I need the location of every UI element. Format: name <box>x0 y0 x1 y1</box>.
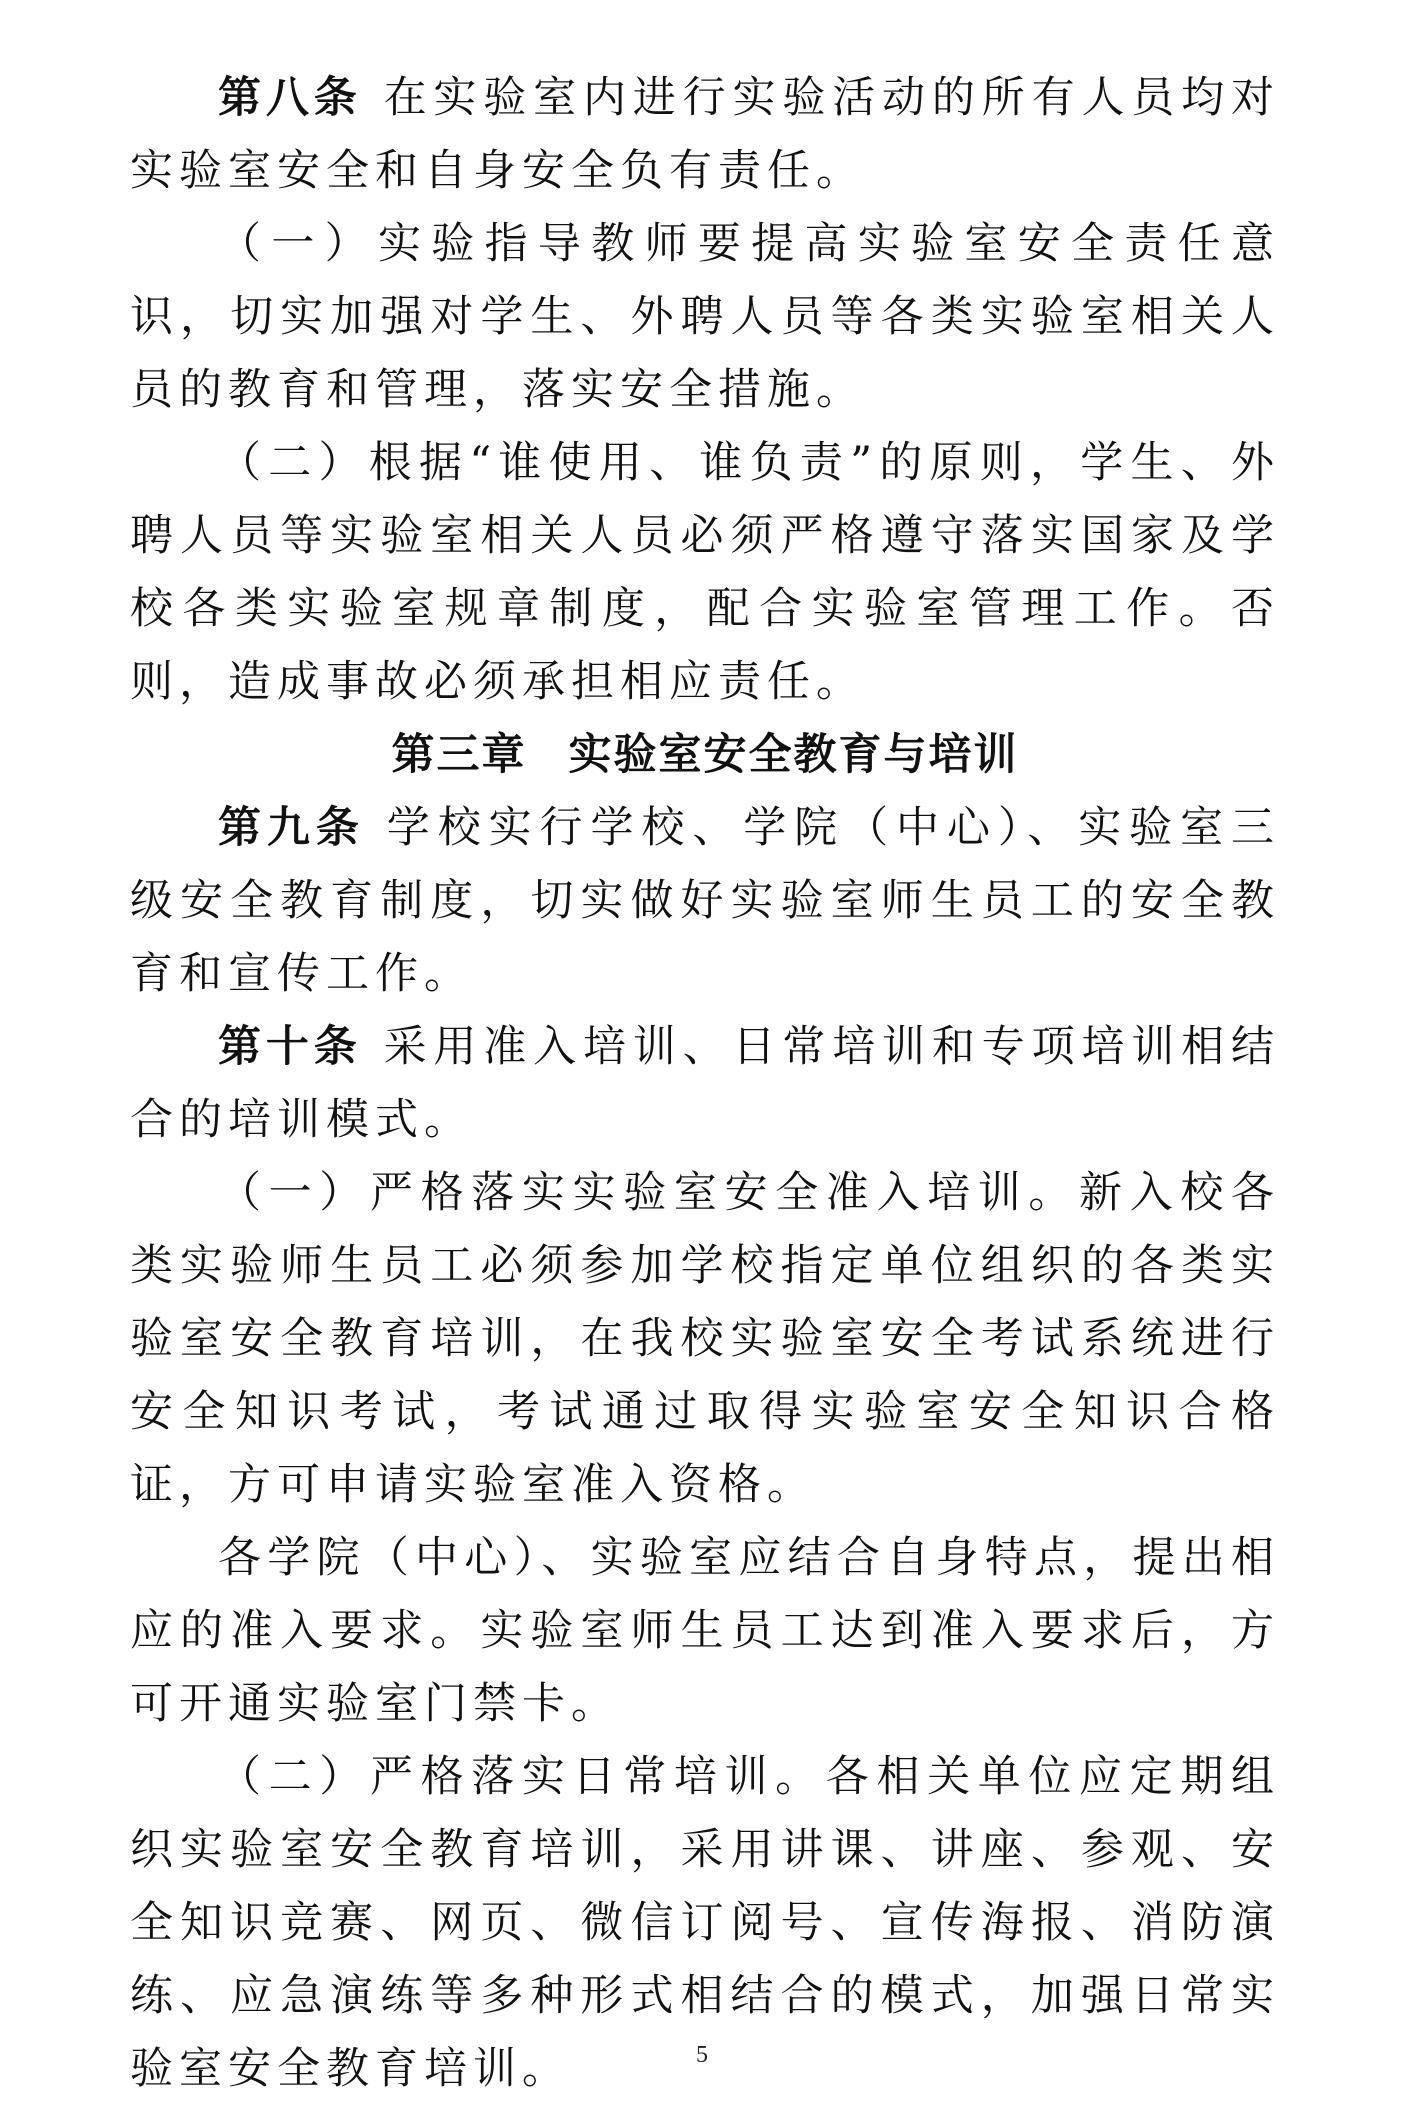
article-8-text: 在实验室内进行实验活动的所有人员均对实验室安全和自身安全负有责任。 <box>130 73 1281 196</box>
article-9-text: 学校实行学校、学院（中心）、实验室三级安全教育制度，切实做好实验室师生员工的安全教育和宣传工作。 <box>130 803 1281 999</box>
article-9-label: 第九条 <box>218 803 365 853</box>
article-9-paragraph <box>130 792 1280 1011</box>
article-10-paragraph <box>130 1011 1280 1157</box>
article-8-label: 第八条 <box>218 73 362 123</box>
article-10-item-2: （二）严格落实日常培训。各相关单位应定期组织实验室安全教育培训，采用讲课、讲座、参观、安全知识竞赛、网页、微信订阅号、宣传海报、消防演练、应急演练等多种形式相结合的模式，加强日常实验室安全教育培训。 <box>130 1752 1280 2094</box>
page-number: 5 <box>696 2042 708 2068</box>
page-body <box>130 62 1280 2106</box>
article-8-item-1: （一）实验指导教师要提高实验室安全责任意识，切实加强对学生、外聘人员等各类实验室相关人员的教育和管理，落实安全措施。 <box>130 219 1280 415</box>
chapter-3-number: 第三章 <box>391 730 527 780</box>
chapter-3-heading <box>130 719 1280 792</box>
article-10-text: 采用准入培训、日常培训和专项培训相结合的培训模式。 <box>130 1022 1281 1145</box>
article-10-item-1: （一）严格落实实验室安全准入培训。新入校各类实验师生员工必须参加学校指定单位组织的各类实验室安全教育培训，在我校实验室安全考试系统进行安全知识考试，考试通过取得实验室安全知识合格证，方可申请实验室准入资格。 <box>130 1168 1280 1510</box>
article-8-item-2: （二）根据“谁使用、谁负责”的原则，学生、外聘人员等实验室相关人员必须严格遵守落实国家及学校各类实验室规章制度，配合实验室管理工作。否则，造成事故必须承担相应责任。 <box>130 438 1280 707</box>
chapter-3-title: 实验室安全教育与培训 <box>568 730 1019 780</box>
article-8-paragraph <box>130 62 1280 208</box>
article-10-item-1-continuation: 各学院（中心）、实验室应结合自身特点，提出相应的准入要求。实验室师生员工达到准入要求后，方可开通实验室门禁卡。 <box>130 1533 1280 1729</box>
article-10-label: 第十条 <box>218 1022 362 1072</box>
